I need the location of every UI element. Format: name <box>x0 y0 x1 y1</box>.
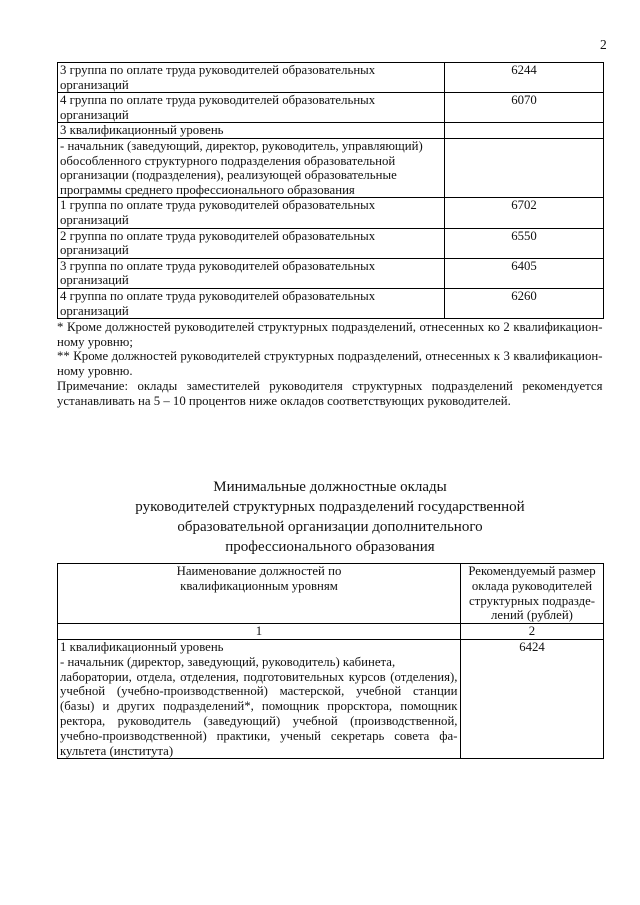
text-line: 2 группа по оплате труда руководителей образовательных <box>60 228 376 243</box>
table-row <box>58 123 604 139</box>
text-line: - начальник (заведующий, директор, руководитель, управляющий) <box>60 138 423 153</box>
text-line: организаций <box>60 273 129 288</box>
column-number: 2 <box>461 624 604 640</box>
text-line: организаций <box>60 243 129 258</box>
remark <box>57 379 603 408</box>
table-row <box>58 288 604 318</box>
footnote <box>57 349 603 378</box>
text-line: лаборатории, отдела, отделения, подготовительных курсов (отделения), <box>60 669 458 684</box>
table-row <box>58 198 604 228</box>
salary-cell: 6260 <box>445 288 604 318</box>
salary-cell: 6424 <box>461 639 604 758</box>
text-line: ** Кроме должностей руководителей структурных подразделений, отнесенных к 3 квалификацион- <box>57 349 603 364</box>
heading-line: Минимальные должностные оклады <box>213 479 447 495</box>
text-line: организаций <box>60 107 129 122</box>
salary-cell-empty <box>445 138 604 197</box>
column-number: 1 <box>58 624 461 640</box>
table-row <box>58 138 604 197</box>
text-line: программы среднего профессионального образования <box>60 182 355 197</box>
position-cell <box>58 228 445 258</box>
text-line: организаций <box>60 212 129 227</box>
text-line: устанавливать на 5 – 10 процентов ниже окладов соответствующих руководителей. <box>57 393 511 408</box>
text-line: - начальник (директор, заведующий, руководитель) кабинета, <box>60 654 396 669</box>
position-cell <box>58 93 445 123</box>
page-number: 2 <box>600 37 607 52</box>
salary-cell: 6405 <box>445 258 604 288</box>
text-line: обособленного структурного подразделения образовательной <box>60 153 396 168</box>
text-line: ному уровню; <box>57 334 133 349</box>
position-cell <box>58 198 445 228</box>
position-cell <box>58 63 445 93</box>
footnotes <box>57 320 603 409</box>
table-header-row <box>58 564 604 624</box>
text-line: структурных подразде- <box>468 593 596 608</box>
salary-cell: 6070 <box>445 93 604 123</box>
text-line: Наименование должностей по <box>176 564 342 578</box>
text-line: лений (рублей) <box>491 608 573 623</box>
text-line: организаций <box>60 77 129 92</box>
table-row <box>58 258 604 288</box>
heading-line: образовательной организации дополнительного <box>177 519 483 535</box>
text-line: (базы) и других подразделений*, помощник прорсктора, помощник <box>60 699 458 714</box>
column-header-position <box>58 564 461 624</box>
text-line: 3 квалификационный уровень <box>60 123 224 138</box>
salary-table <box>57 563 604 759</box>
text-line: 1 квалификационный уровень <box>60 639 224 654</box>
table-row <box>58 93 604 123</box>
text-line: организаций <box>60 303 129 318</box>
text-line: оклада руководителей <box>471 578 593 593</box>
text-line: ному уровню. <box>57 363 133 378</box>
table-row <box>58 639 604 758</box>
heading-line: руководителей структурных подразделений государственной <box>135 499 525 515</box>
text-line: 4 группа по оплате труда руководителей образовательных <box>60 288 376 303</box>
salary-cell: 6550 <box>445 228 604 258</box>
text-line: ректора, руководитель (заведующий) учебной (производственной, <box>60 713 458 728</box>
text-line: Примечание: оклады заместителей руководителя структурных подразделений рекомендуется <box>57 379 603 394</box>
position-cell <box>58 639 461 758</box>
salary-cell: 6244 <box>445 63 604 93</box>
position-cell <box>58 288 445 318</box>
section-heading <box>57 477 603 557</box>
footnote <box>57 320 603 349</box>
salary-table-continued <box>57 62 604 319</box>
column-header-salary <box>461 564 604 624</box>
text-line: учебной (учебно-производственной) мастерской, учебной станции <box>60 684 458 699</box>
position-cell <box>58 258 445 288</box>
table-row <box>58 63 604 93</box>
column-number-row <box>58 624 604 640</box>
text-line: организации (подразделения), реализующей образовательные <box>60 168 397 183</box>
text-line: 4 группа по оплате труда руководителей образовательных <box>60 93 376 108</box>
text-line: культета (института) <box>60 743 174 758</box>
table-row <box>58 228 604 258</box>
position-cell <box>58 138 445 197</box>
text-line: учебно-производственной) практики, ученый секретарь совета фа- <box>60 728 458 743</box>
salary-cell: 6702 <box>445 198 604 228</box>
text-line: 3 группа по оплате труда руководителей образовательных <box>60 258 376 273</box>
salary-cell-empty <box>445 123 604 139</box>
qualification-level-cell <box>58 123 445 139</box>
text-line: Рекомендуемый размер <box>468 564 596 578</box>
text-line: 1 группа по оплате труда руководителей образовательных <box>60 198 376 213</box>
text-line: 3 группа по оплате труда руководителей образовательных <box>60 63 376 77</box>
text-line: квалификационным уровням <box>180 578 338 593</box>
text-line: * Кроме должностей руководителей структурных подразделений, отнесенных ко 2 квалификацион- <box>57 320 603 334</box>
heading-line: профессионального образования <box>225 539 435 555</box>
